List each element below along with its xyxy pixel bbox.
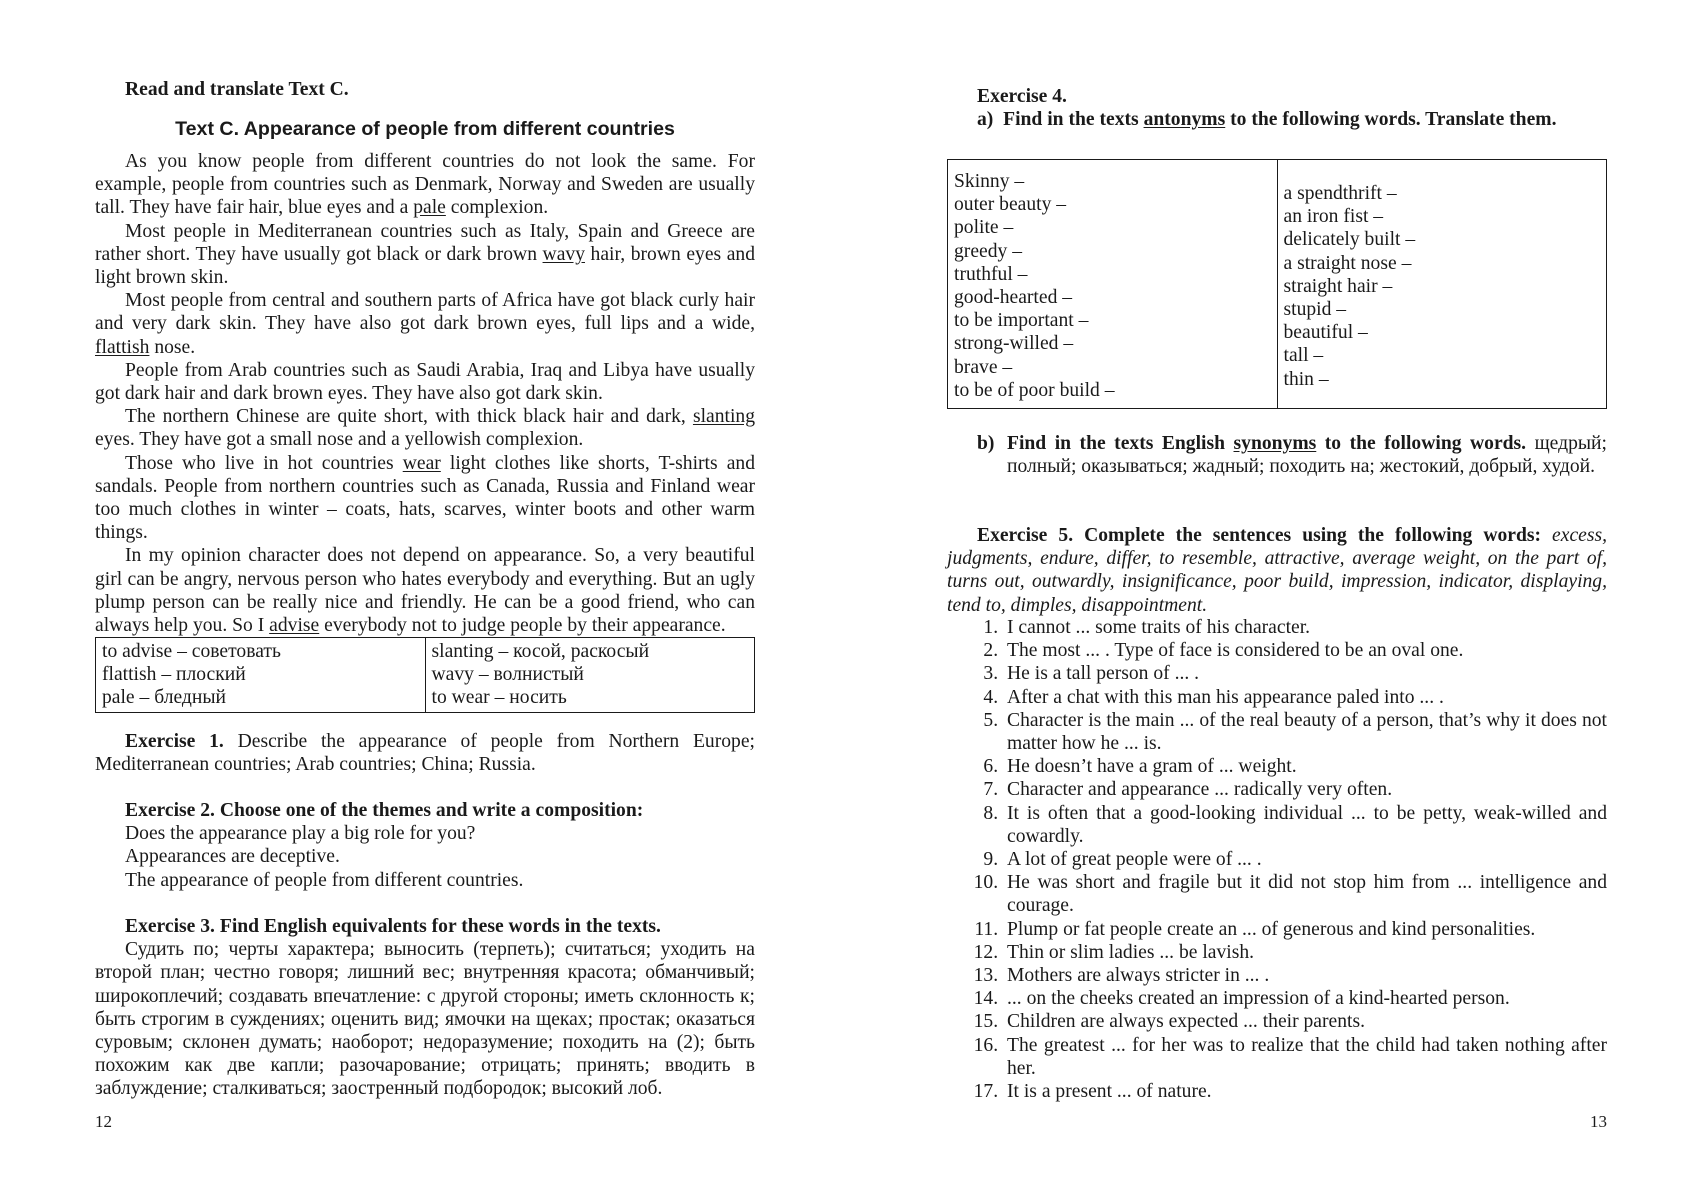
list-item: 2. The most ... . Type of face is considered to be an oval one.	[1003, 639, 1607, 662]
right-page	[947, 0, 1607, 1199]
list-item: 5. Character is the main ... of the real beauty of a person, that’s why it does not matter how he ... is.	[1003, 709, 1607, 755]
text-body	[95, 150, 755, 637]
paragraph: As you know people from different countries do not look the same. For example, people from countries such as Denmark, Norway and Sweden are usually tall. They have fair hair, blue eyes and a pale complexion.	[95, 151, 755, 219]
paragraph: The northern Chinese are quite short, with thick black hair and dark, slanting eyes. They have got a small nose and a yellowish complexion.	[95, 406, 755, 451]
list-item: 14. ... on the cheeks created an impression of a kind-hearted person.	[1003, 987, 1607, 1010]
antonyms-table	[947, 159, 1607, 409]
exercise-4-label: Exercise 4.	[977, 86, 1067, 107]
page-number-right: 13	[1590, 1112, 1607, 1131]
list-item: 1. I cannot ... some traits of his character.	[1003, 616, 1607, 639]
exercise-2-theme: Does the appearance play a big role for you?	[125, 823, 476, 845]
list-item: 12. Thin or slim ladies ... be lavish.	[1003, 941, 1607, 964]
exercise-2-label: Exercise 2. Choose one of the themes and write a composition:	[125, 800, 644, 821]
list-item: 17. It is a present ... of nature.	[1003, 1080, 1607, 1103]
vocab-table	[95, 637, 755, 713]
list-item: 7. Character and appearance ... radically very often.	[1003, 778, 1607, 801]
exercise-2	[125, 799, 755, 892]
instruction: Read and translate Text C.	[125, 79, 349, 100]
vocab-cell-left: to advise – советовать flattish – плоский pale – бледный	[96, 638, 426, 713]
exercise-3-text: Судить по; черты характера; выносить (терпеть); считаться; уходить на второй план; честно говоря; лишний вес; внутренняя красота; обманчивый; широкоплечий; создавать впечатление: с другой стороны; иметь склонность к; быть строгим в суждениях; оценить вид; ямочки на щеках; простак; оказаться суровым; склонен думать; наоборот; недоразумение; походить на (2); быть похожим как две капли; разочарование; отрицать; принять; вводить в заблуждение; сталкиваться; заостренный подбородок; высокий лоб.	[95, 939, 755, 1100]
text-title: Text C. Appearance of people from different countries	[175, 118, 675, 140]
page-number-left: 12	[95, 1112, 112, 1131]
exercise-5-list	[947, 616, 1607, 1103]
paragraph: Most people from central and southern parts of Africa have got black curly hair and very dark skin. They have also got dark brown eyes, full lips and a wide, flattish nose.	[95, 290, 755, 358]
vocab-cell-right: slanting – косой, раскосый wavy – волнистый to wear – носить	[425, 638, 755, 713]
list-item: 6. He doesn’t have a gram of ... weight.	[1003, 755, 1607, 778]
exercise-2-theme: The appearance of people from different countries.	[125, 869, 524, 891]
exercise-4b: b) Find in the texts English synonyms to the following words. щедрый; полный; оказываться; жадный; походить на; жестокий, добрый, худой.	[977, 433, 1607, 478]
paragraph: Most people in Mediterranean countries such as Italy, Spain and Greece are rather short. They have usually got black or dark brown wavy hair, brown eyes and light brown skin.	[95, 220, 755, 289]
list-item: 8. It is often that a good-looking individual ... to be petty, weak-willed and cowardly.	[1003, 802, 1607, 848]
paragraph: People from Arab countries such as Saudi Arabia, Iraq and Libya have usually got dark hair and dark brown eyes. They have also got dark skin.	[95, 359, 755, 405]
left-page	[95, 0, 755, 1199]
list-item: 3. He is a tall person of ... .	[1003, 662, 1607, 685]
antonyms-cell-left: Skinny – outer beauty – polite – greedy – truthful – good-hearted – to be important – strong-willed – brave – to be of poor build –	[948, 160, 1278, 409]
exercise-3	[95, 915, 755, 1101]
exercise-2-theme: Appearances are deceptive.	[125, 846, 340, 868]
exercise-1: Exercise 1. Describe the appearance of people from Northern Europe; Mediterranean countries; Arab countries; China; Russia.	[95, 731, 755, 776]
list-item: 13. Mothers are always stricter in ... .	[1003, 964, 1607, 987]
list-item: 11. Plump or fat people create an ... of generous and kind personalities.	[1003, 918, 1607, 941]
exercise-5-instruction: Exercise 5. Complete the sentences using the following words: excess, judgments, endure, differ, to resemble, attractive, average weight, on the part of, turns out, outwardly, insignificance, poor build, impression, indicator, displaying, tend to, dimples, disappointment.	[947, 525, 1607, 616]
exercise-3-label: Exercise 3. Find English equivalents for these words in the texts.	[125, 916, 661, 937]
list-item: 15. Children are always expected ... their parents.	[1003, 1010, 1607, 1033]
list-item: 16. The greatest ... for her was to realize that the child had taken nothing after her.	[1003, 1034, 1607, 1080]
list-item: 4. After a chat with this man his appearance paled into ... .	[1003, 686, 1607, 709]
list-item: 10. He was short and fragile but it did not stop him from ... intelligence and courage.	[1003, 871, 1607, 917]
paragraph: In my opinion character does not depend on appearance. So, a very beautiful girl can be angry, nervous person who hates everybody and everything. But an ugly plump person can be really nice and friendly. He can be a good friend, who can always help you. So I advise everybody not to judge people by their appearance.	[95, 545, 755, 637]
exercise-4a: a) Find in the texts antonyms to the following words. Translate them.	[977, 109, 1557, 130]
list-item: 9. A lot of great people were of ... .	[1003, 848, 1607, 871]
antonyms-cell-right: a spendthrift – an iron fist – delicately built – a straight nose – straight hair – stupid – beautiful – tall – thin –	[1277, 160, 1607, 409]
paragraph: Those who live in hot countries wear light clothes like shorts, T-shirts and sandals. People from northern countries such as Canada, Russia and Finland wear too much clothes in winter – coats, hats, scarves, winter boots and other warm things.	[95, 452, 756, 544]
